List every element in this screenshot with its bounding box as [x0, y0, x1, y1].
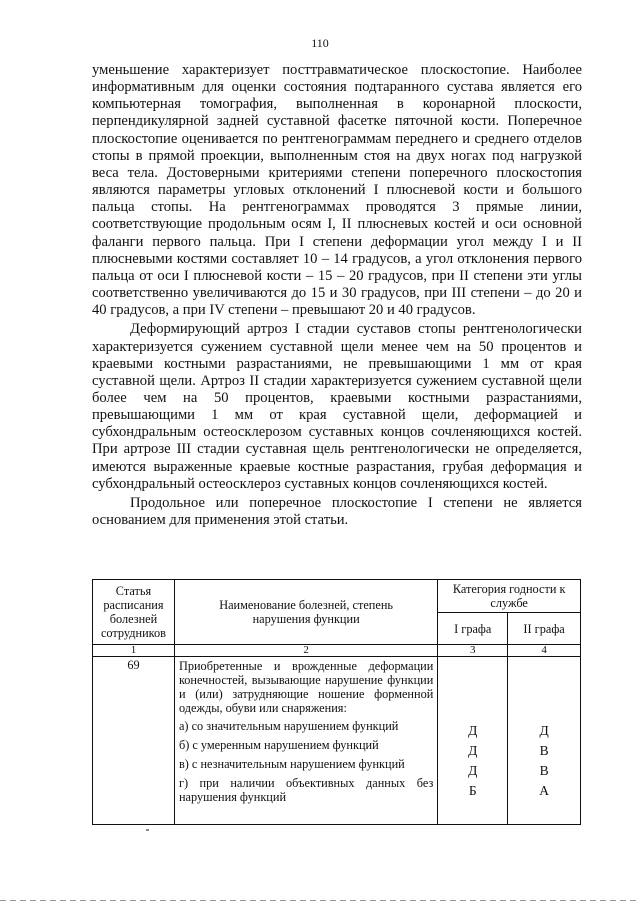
list-item: в) с незначительным нарушением функций — [178, 757, 405, 771]
list-item: б) с умеренным нарушением функций — [178, 738, 379, 752]
page-edge-line — [0, 900, 640, 901]
column-number: 4 — [508, 645, 581, 657]
disease-cell — [174, 657, 437, 825]
header-category: Категория годности к службе — [438, 580, 581, 613]
body-text — [92, 62, 582, 529]
list-item: а) со значительным нарушением функций — [178, 719, 399, 733]
graph-1-values — [438, 657, 508, 825]
list-item: г) при наличии объективных данных без нарушения функций — [178, 776, 434, 804]
disease-intro: Приобретенные и врожденные деформации конечностей, вызывающие нарушение функции и (или) затрудняющие ношение форменной одежды, обуви или снаряжения: — [178, 659, 434, 715]
header-article: Статья расписания болезней сотрудников — [93, 580, 175, 645]
verdict: В — [539, 743, 549, 758]
header-graph-2: II графа — [508, 613, 581, 645]
verdict: А — [539, 783, 549, 798]
header-disease: Наименование болезней, степень нарушения функции — [174, 580, 437, 645]
page-number: 110 — [311, 36, 329, 50]
paragraph: Деформирующий артроз I стадии суставов стопы рентгенологически характеризуется сужением суставной щели менее чем на 50 процентов и краевыми костными разрастаниями, не превышающими 1 мм от края суставной щели. Артроз II стадии характеризуется сужением суставной щели более чем на 50 процентов, краевыми костными разрастаниями, превышающими 1 мм от края суставной щели, деформацией и субхондральным остеосклерозом суставных концов сочленяющихся костей. При артрозе III стадии суставная щель рентгенологически не определяется, имеются выраженные краевые костные разрастания, грубая деформация и субхондральный остеосклероз суставных концов сочленяющихся костей. — [92, 321, 582, 492]
column-number: 2 — [174, 645, 437, 657]
disease-schedule-table — [92, 579, 581, 825]
verdict: Д — [468, 723, 478, 738]
column-number: 3 — [438, 645, 508, 657]
verdict: Д — [468, 763, 478, 778]
verdict: В — [539, 763, 549, 778]
verdict: Д — [468, 743, 478, 758]
verdict: Б — [468, 783, 477, 798]
scan-mark — [146, 829, 149, 831]
verdict: Д — [539, 723, 549, 738]
paragraph: Продольное или поперечное плоскостопие I степени не является основанием для применения этой статьи. — [92, 494, 582, 529]
paragraph: уменьшение характеризует посттравматическое плоскостопие. Наиболее информативным для оценки состояния подтаранного сустава является его компьютерная томография, выполненная в коронарной плоскости, перпендикулярной задней суставной фасетке пяточной кости. Поперечное плоскостопие оценивается по рентгенограммам переднего и среднего отделов стопы в прямой проекции, выполненным стоя на двух ногах под нагрузкой веса тела. Достоверными критериями степени поперечного плоскостопия являются параметры угловых отклонений I плюсневой кости и большого пальца стопы. На рентгенограммах проводятся 3 прямые линии, соответствующие продольным осям I, II плюсневых костей и оси основной фаланги первого пальца. При I степени деформации угол между I и II плюсневыми костями составляет 10 – 14 градусов, а угол отклонения первого пальца от оси I плюсневой кости – 15 – 20 градусов, при II степени эти углы соответственно увеличиваются до 15 и 30 градусов, при III степени – до 20 и 40 градусов, а при IV степени – превышают 20 и 40 градусов. — [92, 62, 582, 319]
column-number: 1 — [93, 645, 175, 657]
graph-2-values — [508, 657, 581, 825]
article-number: 69 — [93, 657, 175, 825]
header-graph-1: I графа — [438, 613, 508, 645]
